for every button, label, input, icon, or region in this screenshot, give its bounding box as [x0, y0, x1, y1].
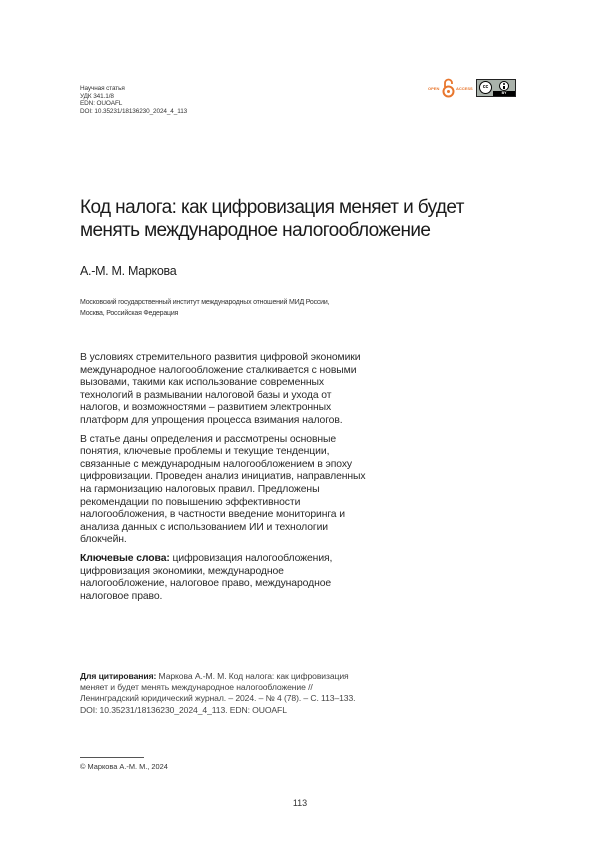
article-title: Код налога: как цифровизация меняет и будет менять международное налогообложение [80, 197, 464, 241]
keywords-label: Ключевые слова: [80, 552, 170, 564]
author-affiliation [80, 297, 340, 319]
citation-label: Для цитирования: [80, 671, 157, 681]
article-meta [80, 85, 187, 115]
open-access-right-text: ACCESS [456, 86, 473, 91]
edn-code: EDN: OUOAFL [80, 100, 123, 108]
keywords-text: цифровизация налогообложения, цифровизация экономики, международное налогообложение, налоговое право, международное налоговое право. [80, 552, 333, 602]
article-type: Научная статья [80, 85, 125, 92]
cc-by-band: BY [493, 91, 515, 96]
affiliation-line: Московский государственный институт международных отношений МИД России, [80, 299, 330, 306]
article-author: А.-М. М. Маркова [80, 264, 177, 278]
cc-by-license-badge [476, 79, 516, 97]
cc-icon: cc [479, 81, 492, 94]
keywords [80, 553, 370, 603]
doi-code: DOI: 10.35231/18136230_2024_4_113 [80, 107, 188, 115]
abstract [80, 352, 370, 609]
copyright-notice: © Маркова А.-М. М., 2024 [80, 762, 168, 771]
citation-text: Маркова А.-М. М. Код налога: как цифровизация меняет и будет менять международное налогообложение // Ленинградский юридический журнал. – 2024. – № 4 (78). – С. 113–133. DOI: 10.35231/18136230_2024_4_113. EDN: OUOAFL [80, 671, 356, 715]
citation-block [80, 671, 370, 716]
udc-code: УДК 341.1/8 [80, 92, 114, 100]
open-access-lock-icon [442, 78, 455, 98]
abstract-paragraph: В статье даны определения и рассмотрены основные понятия, ключевые проблемы и текущие тенденции, связанные с международным налогообложением в эпоху цифровизации. Проведен анализ инициатив, направленных на гармонизацию налоговых правил. Предложены рекомендации по повышению эффективности налогообложения, в частности введение мониторинга и анализа данных с использованием ИИ и технологии блокчейн. [80, 433, 366, 546]
footnote-divider [80, 757, 144, 758]
open-access-logo [428, 78, 474, 98]
open-access-left-text: OPEN [428, 86, 440, 91]
affiliation-line: Москва, Российская Федерация [80, 310, 179, 317]
abstract-paragraph: В условиях стремительного развития цифровой экономики международное налогообложение сталкивается с новыми вызовами, такими как использование современных технологий в размывании налоговой базы и ухода от налогов, и возможностями – развитием электронных платформ для упрощения процесса взимания налогов. [80, 352, 361, 426]
page-number: 113 [292, 798, 308, 808]
attribution-icon [499, 81, 509, 91]
